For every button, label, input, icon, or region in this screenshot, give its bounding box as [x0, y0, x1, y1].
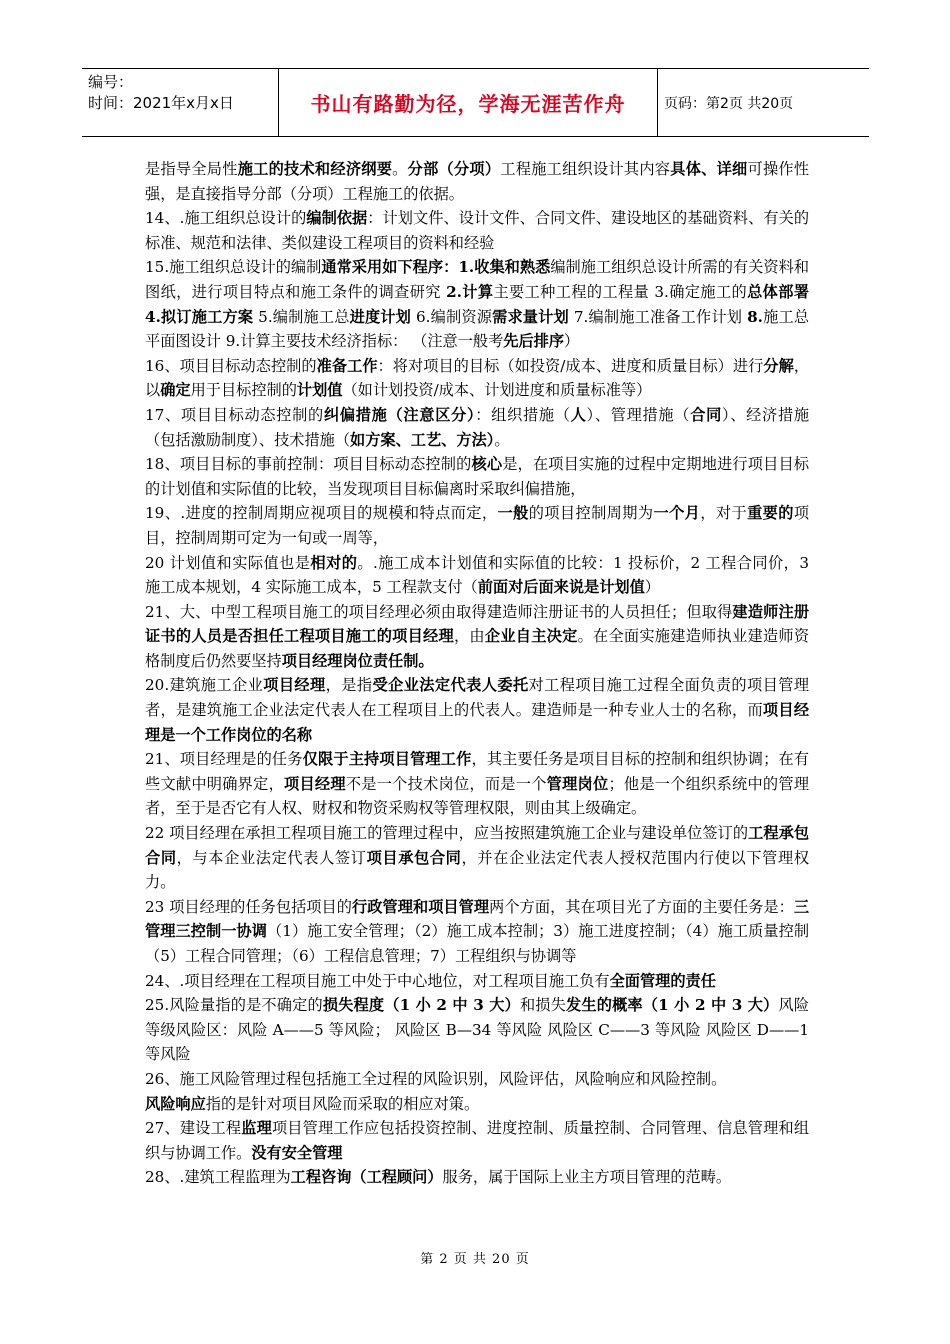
paragraph [145, 452, 809, 501]
paragraph [145, 1092, 809, 1117]
emphasis-text: 总体部署 4.拟订施工方案 [145, 282, 810, 326]
emphasis-text: 管理岗位 [546, 774, 609, 793]
emphasis-text: 人 [570, 405, 587, 424]
text-run: 7.编制施工准备工作计划 [568, 307, 748, 326]
emphasis-text: 进度计划 [349, 307, 412, 326]
text-run: 26、施工风险管理过程包括施工全过程的风险识别，风险评估，风险响应和风险控制。 [145, 1069, 727, 1088]
text-run: 和损失 [519, 996, 567, 1015]
emphasis-text: 项目经理是一个工作岗位的名称 [145, 701, 810, 744]
text-run: 28、.建筑工程监理为 [145, 1168, 291, 1187]
emphasis-text: 损失程度（1 小 2 中 3 大） [322, 996, 520, 1015]
paragraph [145, 551, 809, 600]
emphasis-text: 工程承包合同 [145, 824, 809, 867]
text-run: 20.建筑施工企业 [145, 676, 264, 695]
text-run: ，是指 [325, 676, 373, 695]
text-run: ，由 [453, 627, 485, 646]
text-run: 可操作性强，是直接指导分部（分项）工程施工的依据。 [145, 160, 810, 203]
page-header [82, 68, 869, 137]
text-run: 16、项目目标动态控制的 [145, 356, 317, 375]
emphasis-text: 一个月 [653, 504, 701, 523]
emphasis-text: 项目经理 [284, 774, 346, 793]
text-run: 。在全面实施建造师执业建造师资格制度后仍然要坚持 [145, 627, 810, 670]
text-run: 22 项目经理在承担工程项目施工的管理过程中，应当按照建筑施工企业与建设单位签订的 [145, 824, 749, 843]
emphasis-text: 施工的技术和经济纲要 [237, 160, 393, 178]
text-run: ：计划文件、设计文件、合同文件、建设地区的基础资料、有关的标准、规范和法律、类似建设工程项目的资料和经验 [145, 209, 810, 252]
text-run: 5.编制施工总 [253, 307, 350, 326]
emphasis-text: 项目经理 [263, 676, 326, 695]
text-run: 主要工种工程的工程量 3.确定施工的 [493, 282, 748, 301]
text-run: 风险等级风险区：风险 A——5 等风险； 风险区 B—34 等风险 风险区 C——3 等风险 风险区 D——1 等风险 [145, 996, 810, 1064]
text-run: 是指导全局性 [145, 160, 238, 178]
emphasis-text: 纠偏措施（注意区分） [323, 405, 476, 424]
text-run: 编制施工组织总设计所需的有关资料和图纸，进行项目特点和施工条件的调查研究 [145, 258, 810, 301]
paragraph [145, 1116, 809, 1165]
emphasis-text: 仅限于主持项目管理工作 [302, 750, 472, 769]
page-footer: 第 2 页 共 20 页 [420, 1252, 530, 1267]
text-run: 项目，控制周期可定为一旬或一周等， [145, 504, 810, 547]
emphasis-text: 先后排序 [503, 332, 565, 351]
document-body [145, 157, 809, 1190]
text-run: 24、.项目经理在工程项目施工中处于中心地位，对工程项目施工负有 [145, 971, 610, 990]
header-motto: 书山有路勤为径，学海无涯苦作舟 [279, 69, 658, 136]
text-run: 21、大、中型工程项目施工的项目经理必须由取得建造师注册证书的人员担任；但取得 [145, 602, 733, 621]
paragraph [145, 255, 809, 353]
text-run: 21、项目经理是的任务 [145, 750, 303, 769]
emphasis-text: 风险响应 [145, 1094, 206, 1113]
paragraph [145, 1165, 809, 1190]
text-run: ，对于 [700, 504, 748, 523]
text-run: 6.编制资源 [411, 307, 493, 326]
paragraph [145, 354, 809, 403]
text-run: 25.风险量指的是不确定的 [145, 996, 323, 1015]
date-label: 时间：2021年x月x日 [88, 94, 234, 112]
text-run: 对工程项目施工过程全面负责的项目管理者，是建筑施工企业法定代表人在工程项目上的代表人。建造师是一种专业人士的名称，而 [145, 676, 810, 720]
emphasis-text: 受企业法定代表人委托 [372, 676, 529, 695]
emphasis-text: 计划值 [296, 381, 343, 400]
text-run: ）、管理措施（ [586, 405, 691, 424]
emphasis-text: 全面管理的责任 [609, 971, 716, 990]
text-run: （1）施工安全管理；（2）施工成本控制；3）施工进度控制；（4）施工质量控制（5）工程合同管理；（6）工程信息管理；7）工程组织与协调等 [145, 922, 810, 965]
text-run: 的项目控制周期为 [528, 504, 654, 523]
emphasis-text: 确定 [160, 381, 191, 400]
text-run: 19、.进度的控制周期应视项目的规模和特点而定， [145, 504, 498, 523]
header-meta-cell [82, 69, 279, 136]
emphasis-text: 项目承包合同 [366, 848, 462, 867]
emphasis-text: 通常采用如下程序：1.收集和熟悉 [321, 258, 551, 277]
emphasis-text: 发生的概率（1 小 2 中 3 大） [566, 996, 779, 1015]
text-run: 指的是针对项目风险而采取的相应对策。 [205, 1094, 480, 1113]
paragraph [145, 673, 809, 747]
emphasis-text: 重要的 [747, 504, 794, 523]
text-run: ） [644, 578, 660, 597]
emphasis-text: 2.计算 [446, 282, 494, 301]
text-run: 。 [494, 430, 510, 449]
emphasis-text: 三管理三控制一协调 [145, 897, 809, 941]
text-run: 14、.施工组织总设计的 [145, 209, 307, 228]
text-run: 工程施工组织设计其内容 [500, 160, 671, 178]
text-run: 用于目标控制的 [190, 381, 297, 400]
emphasis-text: 8. [747, 307, 763, 326]
emphasis-text: 监理 [241, 1119, 272, 1138]
emphasis-text: 编制依据 [306, 209, 368, 228]
text-run: 20 计划值和实际值也是 [145, 553, 311, 572]
paragraph [145, 403, 809, 452]
emphasis-text: 没有安全管理 [251, 1143, 343, 1162]
text-run: ：组织措施（ [475, 405, 571, 424]
text-run: ）、经济措施（包括激励制度）、技术措施（ [145, 405, 810, 449]
emphasis-text: 建造师注册证书的人员是否担任工程项目施工的项目经理 [145, 602, 810, 646]
paragraph [145, 501, 809, 550]
emphasis-text: 核心 [471, 455, 503, 474]
emphasis-text: 准备工作 [316, 356, 378, 375]
text-run: ，以 [145, 356, 810, 400]
paragraph [145, 1067, 809, 1092]
emphasis-text: 前面对后面来说是计划值 [477, 578, 645, 597]
paragraph [145, 895, 809, 969]
emphasis-text: 企业自主决定 [484, 627, 578, 646]
text-run: 23 项目经理的任务包括项目的 [145, 897, 353, 916]
serial-number-label: 编号： [88, 73, 134, 91]
text-run: 项目管理工作应包括投资控制、进度控制、质量控制、合同管理、信息管理和组织与协调工作。 [145, 1119, 810, 1162]
emphasis-text: 行政管理和项目管理 [352, 897, 490, 916]
emphasis-text: 分解 [763, 356, 794, 375]
text-run: 两个方面，其在项目光了方面的主要任务是： [489, 897, 794, 916]
text-run: （如计划投资/成本、计划进度和质量标准等） [342, 381, 652, 400]
text-run: ；他是一个组织系统中的管理者，至于是否它有人权、财权和物资采购权等管理权限，则由其上级确定。 [145, 774, 810, 818]
text-run: ：将对项目的目标（如投资/成本、进度和质量目标）进行 [377, 356, 764, 375]
emphasis-text: 具体、详细 [670, 160, 748, 178]
emphasis-text: 相对的 [310, 553, 358, 572]
text-run: 施工总平面图设计 9.计算主要技术经济指标： （注意一般考 [145, 307, 810, 351]
emphasis-text: 需求量计划 [492, 307, 569, 326]
emphasis-text: 一般 [497, 504, 529, 523]
text-run: ） [564, 332, 580, 351]
emphasis-text: 项目经理岗位责任制。 [281, 651, 434, 670]
emphasis-text: 工程咨询（工程顾问） [290, 1168, 443, 1187]
text-run: ，与本企业法定代表人签订 [176, 848, 367, 867]
emphasis-text: 分部（分项） [407, 160, 501, 178]
text-run: 18、项目目标的事前控制：项目目标动态控制的 [145, 455, 472, 474]
text-run: 服务，属于国际上业主方项目管理的范畴。 [442, 1168, 732, 1187]
paragraph [145, 821, 809, 895]
emphasis-text: 合同 [690, 405, 722, 424]
text-run: 27、建设工程 [145, 1119, 242, 1138]
text-run: 17、项目目标动态控制的 [145, 405, 324, 424]
paragraph [145, 600, 809, 674]
paragraph [145, 157, 809, 206]
paragraph [145, 747, 809, 821]
text-run: 。 [392, 160, 408, 178]
text-run: ，并在企业法定代表人授权范围内行使以下管理权力。 [145, 848, 810, 892]
paragraph [145, 993, 809, 1067]
text-run: 。.施工成本计划值和实际值的比较：1 投标价，2 工程合同价，3 施工成本规划，4 实际施工成本，5 工程款支付（ [145, 553, 809, 597]
paragraph [145, 969, 809, 994]
text-run: 15.施工组织总设计的编制 [145, 258, 322, 277]
paragraph [145, 206, 809, 255]
text-run: 不是一个技术岗位，而是一个 [345, 774, 547, 793]
header-page-info: 页码：第2页 共20页 [664, 95, 794, 112]
text-run: 是，在项目实施的过程中定期地进行项目目标的计划值和实际值的比较，当发现项目目标偏离时采取纠偏措施， [145, 455, 810, 498]
emphasis-text: 如方案、工艺、方法） [350, 430, 495, 449]
text-run: ，其主要任务是项目目标的控制和组织协调；在有些文献中明确界定， [145, 750, 810, 793]
